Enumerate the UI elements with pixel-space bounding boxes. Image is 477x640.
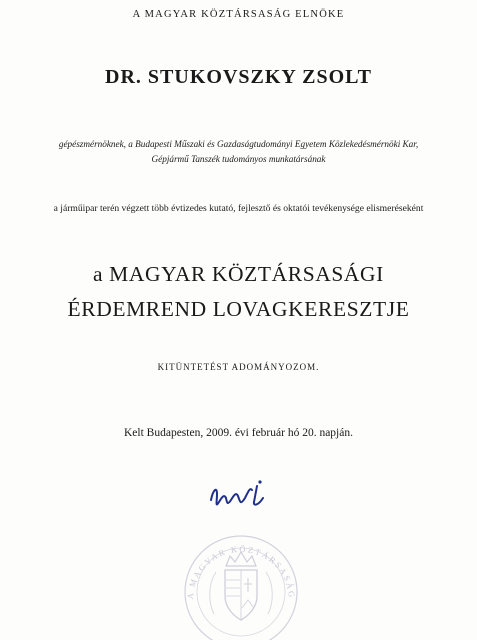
seal-icon [178,522,304,640]
grant-statement: KITÜNTETÉST ADOMÁNYOZOM. [157,362,320,372]
recipient-description-line2: Gépjármű Tanszék tudományos munkatársának [151,154,326,164]
award-reason: a járműipar terén végzett több évtizedes kutató, fejlesztő és oktatói tevékenysége elismeréseként [53,203,424,214]
place-and-date: Kelt Budapesten, 2009. évi február hó 20. napján. [124,427,353,439]
recipient-name: DR. STUKOVSZKY ZSOLT [105,66,372,88]
issuer-heading: A MAGYAR KÖZTÁRSASÁG ELNÖKE [132,9,345,20]
award-title-line2: ÉRDEMREND LOVAGKERESZTJE [67,297,410,321]
seal-text: A MAGYAR KÖZTÁRSASÁG [184,543,298,600]
award-title-line1: a MAGYAR KÖZTÁRSASÁGI [93,262,384,286]
signature-icon [205,476,275,514]
recipient-description-line1: gépészmérnöknek, a Budapesti Műszaki és Gazdaságtudományi Egyetem Közlekedésmérnöki Kar, [58,139,419,149]
